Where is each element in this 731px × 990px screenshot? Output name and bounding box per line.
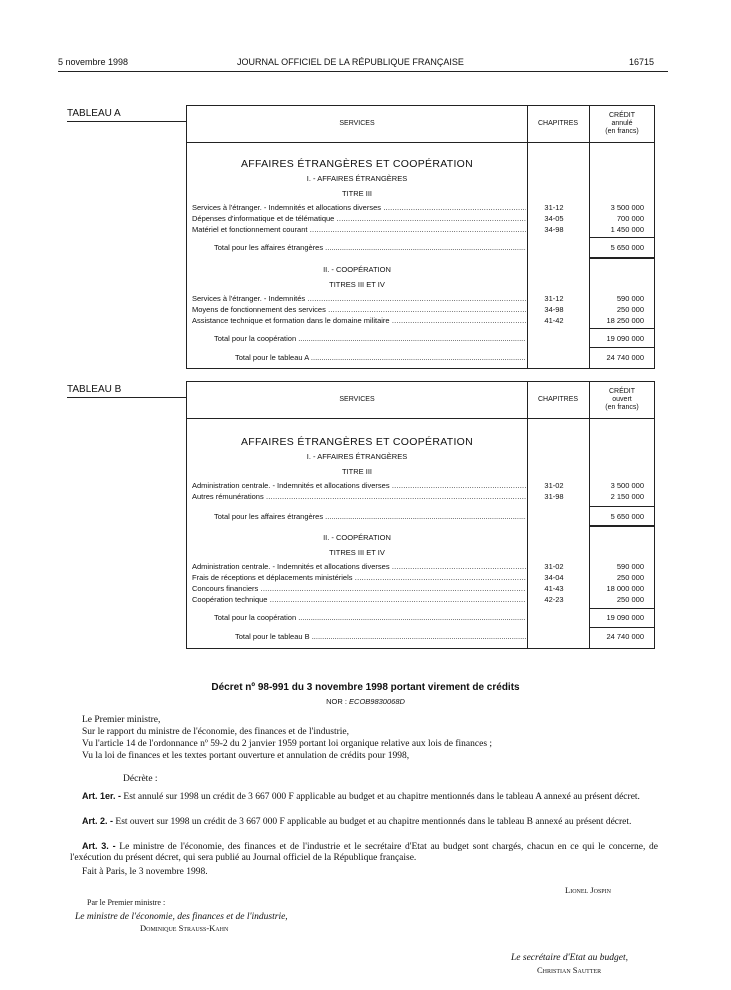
col-credit-line2: annulé [611, 120, 633, 127]
row-amount: 250 000 [616, 305, 644, 314]
subtotal-rule [589, 506, 654, 507]
row-label: Administration centrale. - Indemnités et allocations diverses ..... [192, 481, 526, 491]
secretary-title: Le secrétaire d'Etat au budget, [511, 953, 628, 963]
header-rule [58, 71, 668, 72]
divider [527, 382, 528, 648]
row-label: Services à l'étranger. - Indemnités ..... [192, 294, 526, 304]
article-2-label: Art. 2. - [82, 816, 114, 826]
minister-title: Le ministre de l'économie, des finances et de l'industrie, [75, 912, 288, 922]
par-le-premier-ministre: Par le Premier ministre : [87, 898, 166, 907]
article-1-text: Est annulé sur 1998 un crédit de 3 667 000 F applicable au budget et au chapitre mentionnés dans le tableau A annexé au présent décret. [123, 792, 640, 802]
subtotal-rule [589, 347, 654, 348]
row-chapitre: 34-04 [544, 573, 564, 582]
col-credit-line1: CRÉDIT [608, 112, 636, 119]
visa-line: Vu la loi de finances et les textes portant ouverture et annulation de crédits pour 1998, [82, 751, 410, 761]
row-amount: 3 500 000 [610, 481, 644, 490]
tableau-a [186, 105, 655, 369]
visa-line: Sur le rapport du ministre de l'économie, des finances et de l'industrie, [82, 727, 349, 737]
grand-total-label: Total pour le tableau B ..... [235, 632, 526, 642]
decree-title: Décret nº 98-991 du 3 novembre 1998 portant virement de crédits [211, 682, 520, 693]
part1-title: I. - AFFAIRES ÉTRANGÈRES [306, 174, 408, 183]
col-credit [589, 106, 655, 142]
row-label: Moyens de fonctionnement des services ..... [192, 305, 526, 315]
divider [527, 106, 528, 368]
part2-total-amount: 19 090 000 [606, 613, 644, 622]
header-page: 16715 [629, 57, 655, 67]
row-label: Frais de réceptions et déplacements ministériels ..... [192, 573, 526, 583]
row-chapitre: 42-23 [544, 595, 564, 604]
subtotal-rule [589, 328, 654, 329]
row-chapitre: 34-98 [544, 305, 564, 314]
signature-pm: Lionel Jospin [565, 885, 611, 895]
nor-line [0, 697, 731, 706]
row-chapitre: 41-42 [544, 316, 564, 325]
article-1-label: Art. 1er. - [82, 791, 122, 801]
header-journal: JOURNAL OFFICIEL DE LA RÉPUBLIQUE FRANÇAISE [237, 57, 464, 67]
part2-title: II. - COOPÉRATION [323, 533, 391, 542]
visa-line: Vu l'article 14 de l'ordonnance nº 59-2 du 2 janvier 1959 portant loi organique relative aux lois de finances ; [82, 739, 493, 749]
article-2 [70, 816, 658, 828]
row-label: Administration centrale. - Indemnités et allocations diverses ..... [192, 562, 526, 572]
row-chapitre: 31-98 [544, 492, 564, 501]
row-chapitre: 31-02 [544, 481, 564, 490]
row-label: Matériel et fonctionnement courant ..... [192, 225, 526, 235]
part1-total-label: Total pour les affaires étrangères ..... [214, 243, 526, 253]
part1-title: I. - AFFAIRES ÉTRANGÈRES [306, 452, 408, 461]
subtotal-rule [589, 257, 654, 259]
part1-titre: TITRE III [342, 189, 372, 198]
row-chapitre: 34-98 [544, 225, 564, 234]
row-label: Assistance technique et formation dans le domaine militaire ..... [192, 316, 526, 326]
fait-a-paris: Fait à Paris, le 3 novembre 1998. [82, 867, 208, 877]
row-amount: 1 450 000 [610, 225, 644, 234]
article-3 [70, 841, 658, 864]
col-chapitres: CHAPITRES [537, 396, 579, 403]
section-title: AFFAIRES ÉTRANGÈRES ET COOPÉRATION [240, 158, 474, 170]
row-chapitre: 34-05 [544, 214, 564, 223]
col-chapitres: CHAPITRES [537, 120, 579, 127]
row-amount: 700 000 [616, 214, 644, 223]
article-1 [70, 791, 658, 803]
part1-total-amount: 5 650 000 [610, 243, 644, 252]
tableau-b-label: TABLEAU B [67, 384, 122, 395]
row-chapitre: 31-12 [544, 203, 564, 212]
subtotal-rule [589, 525, 654, 527]
row-label: Dépenses d'informatique et de télématique ..... [192, 214, 526, 224]
row-label: Concours financiers ..... [192, 584, 526, 594]
grand-total-amount: 24 740 000 [606, 632, 644, 641]
subtotal-rule [589, 627, 654, 628]
secretary-name: Christian Sautter [537, 965, 602, 975]
nor-code: ECOB9830068D [349, 697, 405, 706]
part1-total-label: Total pour les affaires étrangères ..... [214, 512, 526, 522]
visa-line: Le Premier ministre, [82, 715, 161, 725]
row-label: Autres rémunérations ..... [192, 492, 526, 502]
row-amount: 18 000 000 [606, 584, 644, 593]
part1-total-amount: 5 650 000 [610, 512, 644, 521]
row-amount: 2 150 000 [610, 492, 644, 501]
nor-label: NOR : [326, 697, 347, 706]
col-credit-line3: (en francs) [605, 128, 639, 135]
row-chapitre: 31-12 [544, 294, 564, 303]
row-amount: 590 000 [616, 294, 644, 303]
subtotal-rule [589, 237, 654, 238]
grand-total-label: Total pour le tableau A ..... [235, 353, 526, 363]
col-credit-line3: (en francs) [605, 404, 639, 411]
row-amount: 250 000 [616, 595, 644, 604]
col-services: SERVICES [339, 120, 375, 127]
col-credit-line1: CRÉDIT [608, 388, 636, 395]
grand-total-amount: 24 740 000 [606, 353, 644, 362]
part2-title: II. - COOPÉRATION [323, 265, 391, 274]
row-label: Coopération technique ..... [192, 595, 526, 605]
row-amount: 3 500 000 [610, 203, 644, 212]
section-title: AFFAIRES ÉTRANGÈRES ET COOPÉRATION [240, 436, 474, 448]
row-chapitre: 41-43 [544, 584, 564, 593]
minister-name: Dominique Strauss-Kahn [140, 923, 229, 933]
tableau-a-header [187, 106, 654, 143]
col-credit [589, 382, 655, 418]
row-label: Services à l'étranger. - Indemnités et allocations diverses ..... [192, 203, 526, 213]
part2-titre: TITRES III ET IV [329, 548, 385, 557]
tableau-a-label: TABLEAU A [67, 108, 121, 119]
tableau-b-header [187, 382, 654, 419]
article-3-text: Le ministre de l'économie, des finances et de l'industrie et le secrétaire d'Etat au budget sont chargés, chacun en ce qui le concerne, de l'exécution du présent décret, qui sera publié au Journal officiel de la République française. [70, 842, 659, 863]
part2-total-amount: 19 090 000 [606, 334, 644, 343]
header-date: 5 novembre 1998 [58, 57, 129, 67]
col-credit-line2: ouvert [612, 396, 632, 403]
part1-titre: TITRE III [342, 467, 372, 476]
tableau-b [186, 381, 655, 649]
part2-titre: TITRES III ET IV [329, 280, 385, 289]
article-2-text: Est ouvert sur 1998 un crédit de 3 667 000 F applicable au budget et au chapitre mentionnés dans le tableau B annexé au présent décret. [115, 817, 632, 827]
part2-total-label: Total pour la coopération ..... [214, 334, 526, 344]
row-amount: 18 250 000 [606, 316, 644, 325]
subtotal-rule [589, 608, 654, 609]
decrete: Décrète : [123, 774, 158, 784]
part2-total-label: Total pour la coopération ..... [214, 613, 526, 623]
row-amount: 590 000 [616, 562, 644, 571]
row-chapitre: 31-02 [544, 562, 564, 571]
col-services: SERVICES [339, 396, 375, 403]
article-3-label: Art. 3. - [82, 841, 116, 851]
row-amount: 250 000 [616, 573, 644, 582]
